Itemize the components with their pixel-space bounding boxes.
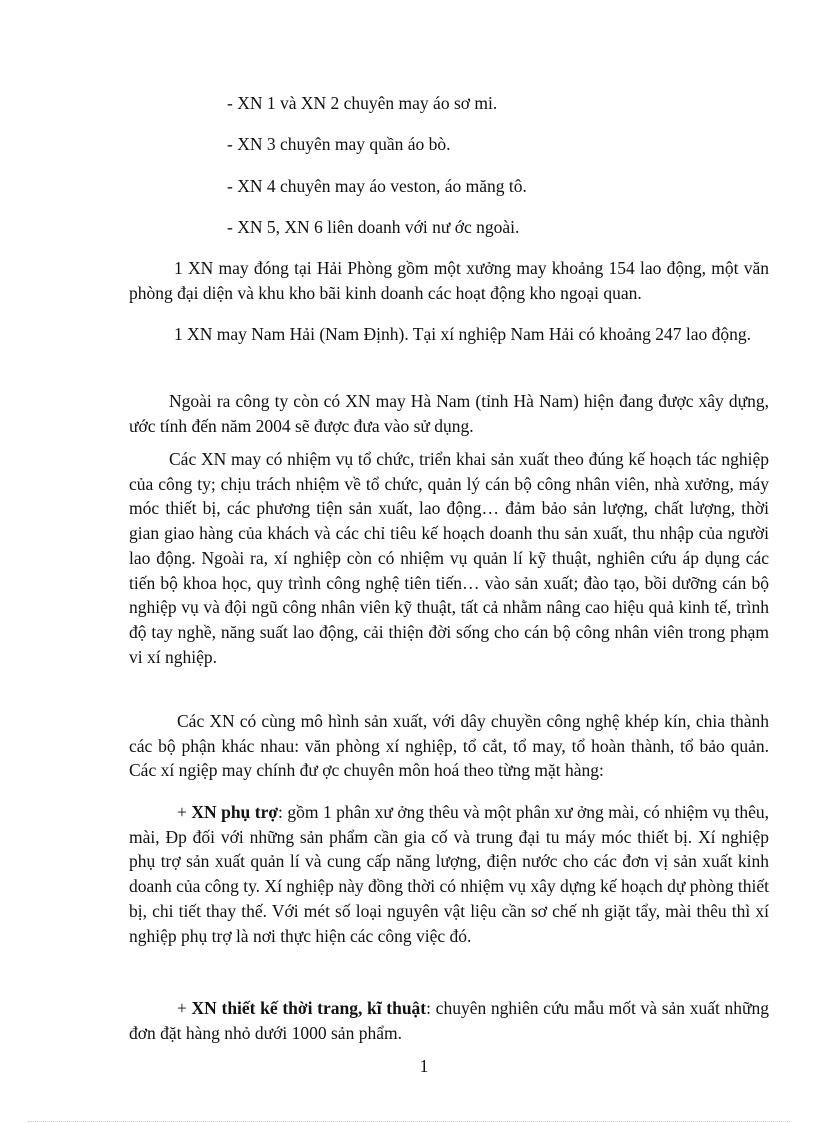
list-item-xn1-xn2: - XN 1 và XN 2 chuyên may áo sơ mi. <box>227 93 498 113</box>
bullet-prefix: + <box>177 998 192 1018</box>
section-heading: XN phụ trợ <box>191 802 279 822</box>
paragraph-ha-nam <box>129 389 769 438</box>
paragraph-text: Ngoài ra công ty còn có XN may Hà Nam (tỉnh Hà Nam) hiện đang được xây dựng, ước tính đến năm 2004 sẽ được đưa vào sử dụng. <box>129 391 769 436</box>
paragraph-model <box>129 709 769 783</box>
paragraph-text: 1 XN may Nam Hải (Nam Định). Tại xí nghiệp Nam Hải có khoảng 247 lao động. <box>174 324 752 344</box>
bullet-prefix: + <box>177 802 192 822</box>
list-item-xn4: - XN 4 chuyên may áo veston, áo măng tô. <box>227 176 527 196</box>
list-item-xn3: - XN 3 chuyên may quần áo bò. <box>227 134 451 154</box>
paragraph-xn-phu-tro <box>129 800 769 948</box>
paragraph-xn-thiet-ke <box>129 996 769 1045</box>
paragraph-text: : gồm 1 phân xư ởng thêu và một phân xư ởng mài, có nhiệm vụ thêu, mài, Ðp đối với những sản phẩm cần gia cố và trung đại tu máy móc thiết bị. Xí nghiệp phụ trợ sản xuất quản lí và cung cấp năng lượng, điện nước cho các đơn vị sản xuất kinh doanh của công ty. Xí nghiệp này đồng thời có nhiệm vụ xây dựng kế hoạch dự phòng thiết bị, chi tiết thay thế. Với mét số loại nguyên vật liệu cần sơ chế nh giặt tẩy, mài thêu thì xí nghiệp phụ trợ là nơi thực hiện các công việc đó. <box>129 802 769 946</box>
list-item-xn5-xn6: - XN 5, XN 6 liên doanh với nư ớc ngoài. <box>227 217 520 237</box>
paragraph-text: 1 XN may đóng tại Hải Phòng gồm một xưởng may khoảng 154 lao động, một văn phòng đại diện và khu kho bãi kinh doanh các hoạt động kho ngoại quan. <box>129 258 769 303</box>
paragraph-hai-phong <box>129 256 769 305</box>
section-heading: XN thiết kế thời trang, kĩ thuật <box>191 998 427 1018</box>
paragraph-text: Các XN có cùng mô hình sản xuất, với dây chuyền công nghệ khép kín, chia thành các bộ phận khác nhau: văn phòng xí nghiệp, tổ cắt, tổ may, tổ hoàn thành, tổ bảo quản. Các xí ngiệp may chính đư ợc chuyên môn hoá theo từng mặt hàng: <box>129 711 769 781</box>
paragraph-text: Các XN may có nhiệm vụ tổ chức, triển khai sản xuất theo đúng kế hoạch tác nghiệp của công ty; chịu trách nhiệm về tổ chức, quản lý cán bộ công nhân viên, nhà xưởng, máy móc thiết bị, các phương tiện sản xuất, lao động… đảm bảo sản lượng, chất lượng, thời gian giao hàng của khách và các chỉ tiêu kế hoạch doanh thu sản xuất, thu nhập của người lao động. Ngoài ra, xí nghiệp còn có nhiệm vụ quản lí kỹ thuật, nghiên cứu áp dụng các tiến bộ khoa học, quy trình công nghệ tiên tiến… vào sản xuất; đào tạo, bồi dưỡng cán bộ nghiệp vụ và đội ngũ công nhân viên kỹ thuật, tất cả nhằm nâng cao hiệu quả kinh tế, trình độ tay nghề, năng suất lao động, cải thiện đời sống cho cán bộ công nhân viên trong phạm vi xí nghiệp. <box>129 449 769 667</box>
paragraph-duties <box>129 447 769 669</box>
paragraph-nam-hai <box>129 322 769 347</box>
paragraph-text: : chuyên nghiên cứu mẫu mốt và sản xuất những đơn đặt hàng nhỏ dưới 1000 sản phẩm. <box>129 998 770 1043</box>
page-number: 1 <box>419 1056 429 1076</box>
page-bottom-rule <box>28 1121 790 1122</box>
